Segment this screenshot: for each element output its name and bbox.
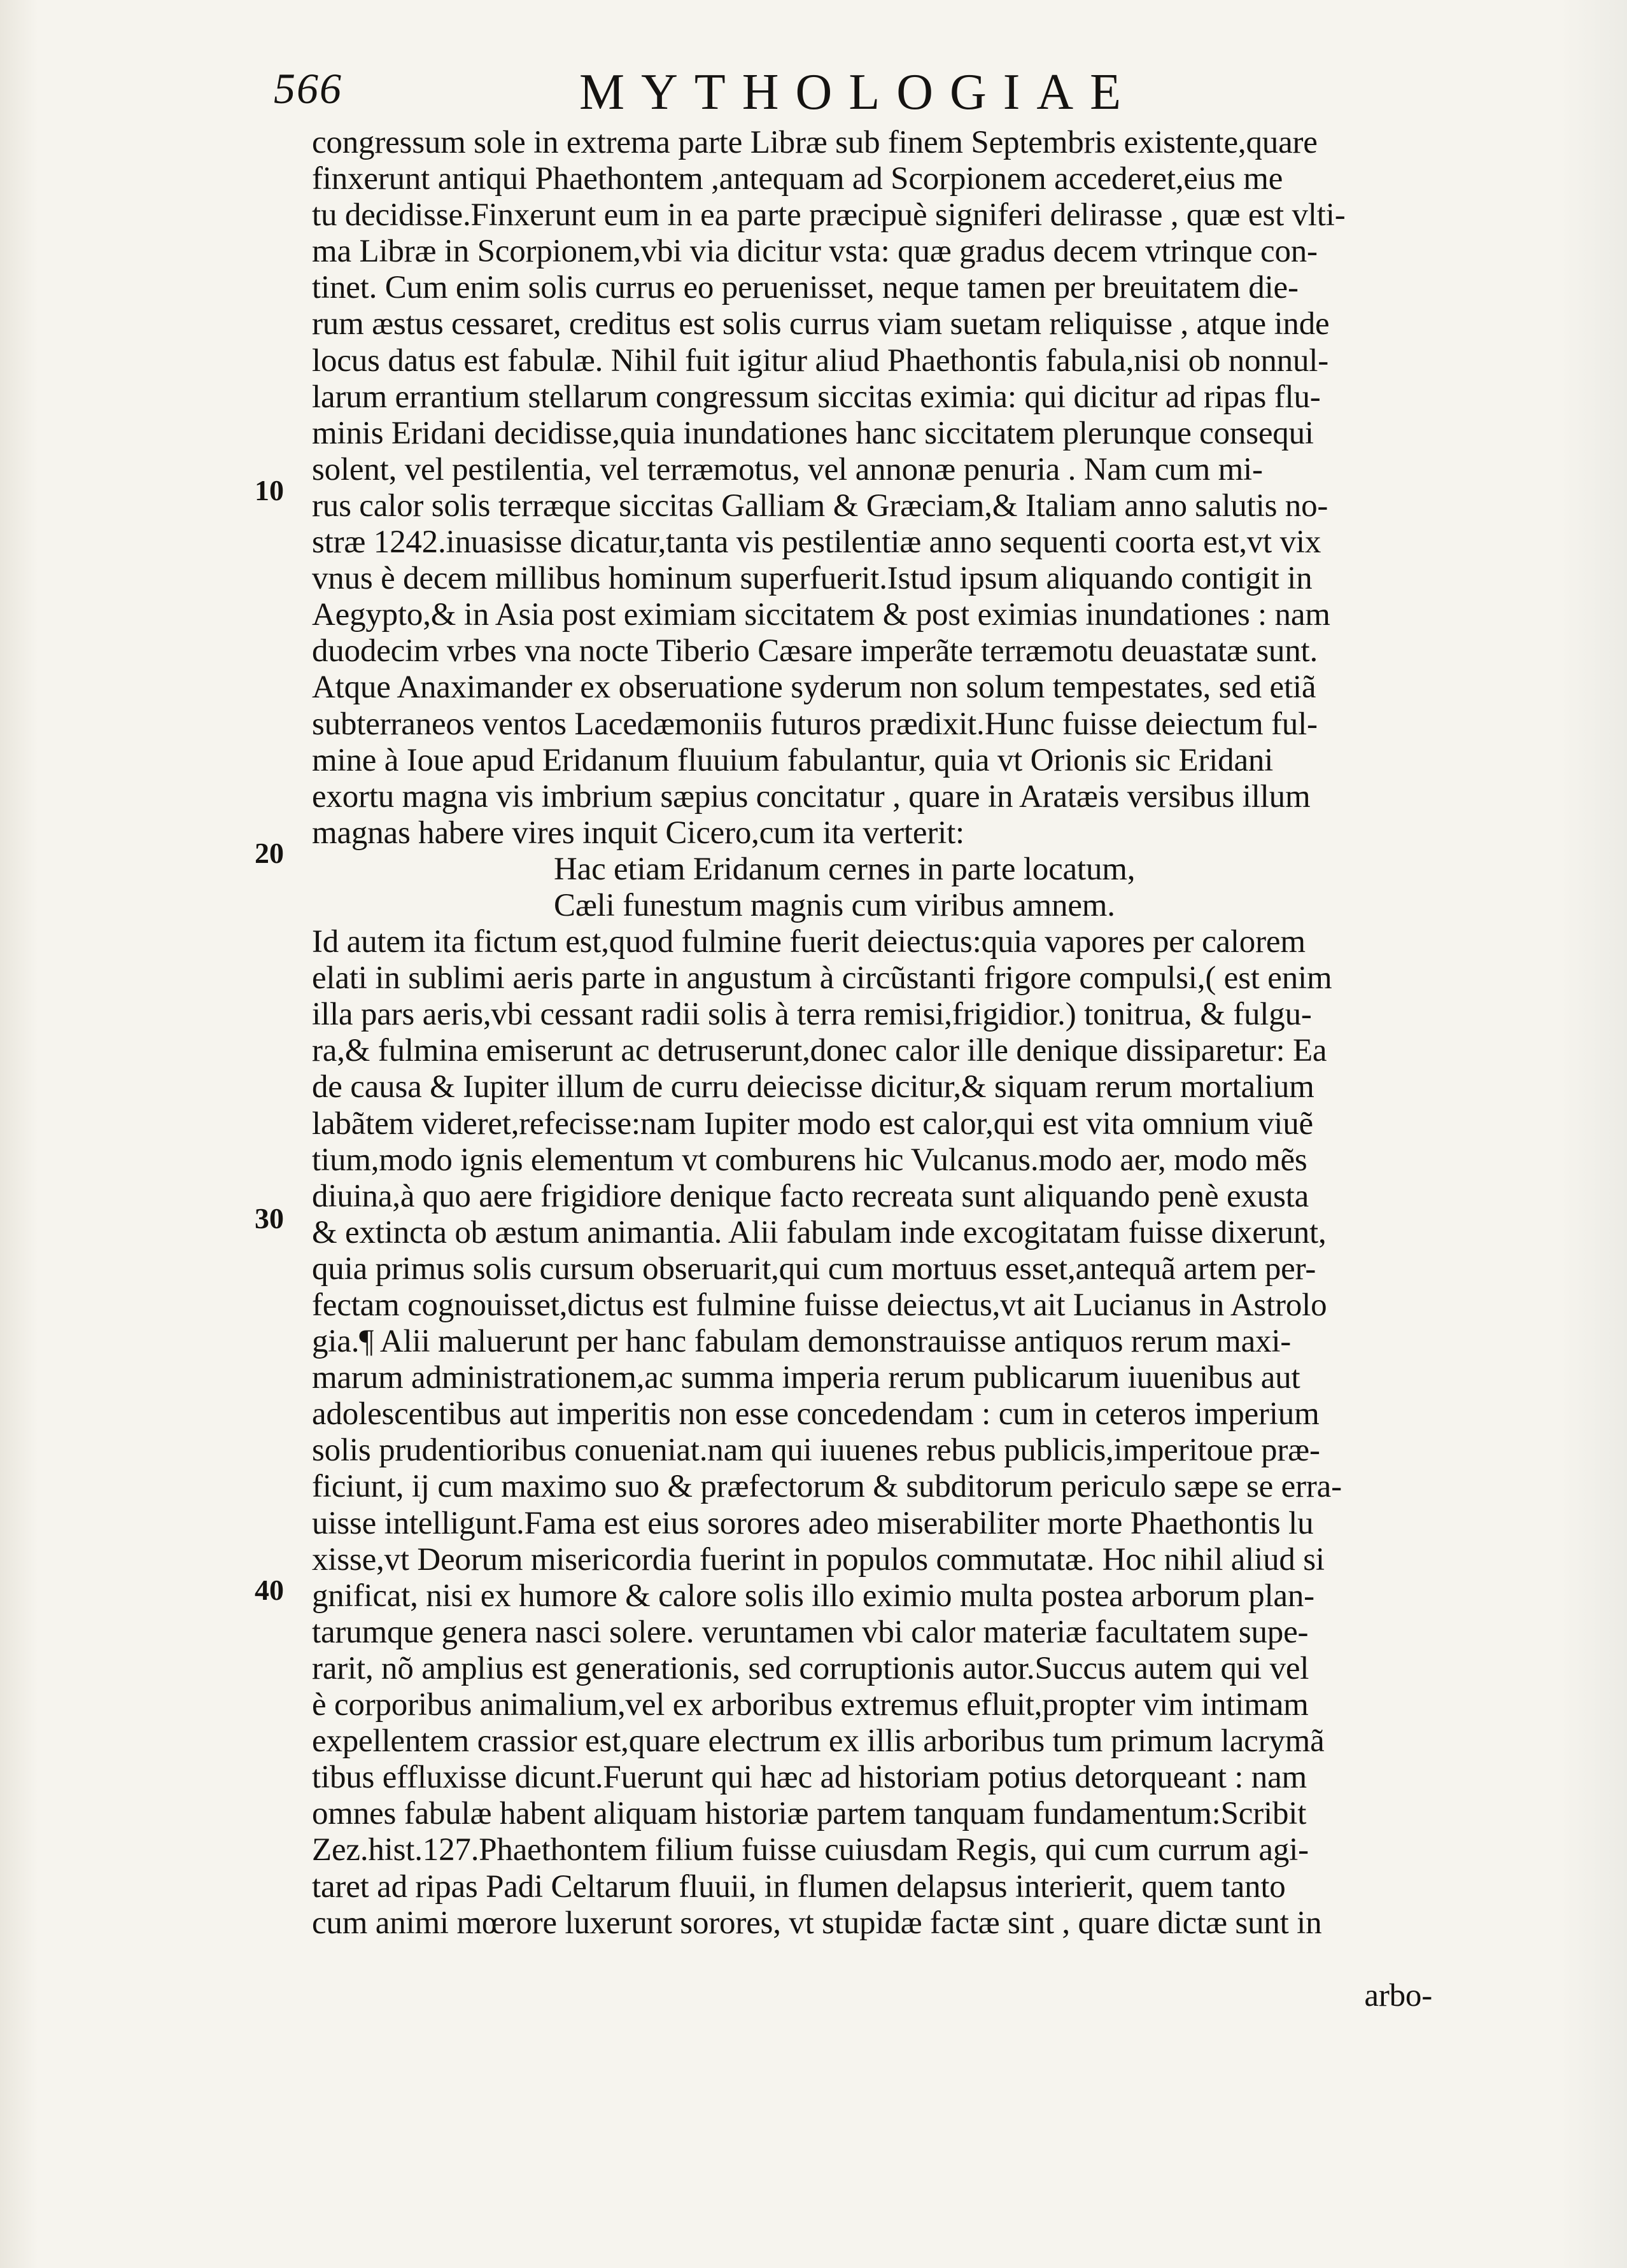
running-title: MYTHOLOGIAE	[579, 64, 1138, 120]
margin-line-number: 40	[255, 1574, 284, 1606]
text-line: Aegypto,& in Asia post eximiam siccitatem & post eximias inundationes : nam	[312, 597, 1330, 633]
text-line: Atque Anaximander ex obseruatione syderum non solum tempestates, sed etiã	[312, 669, 1316, 706]
text-line: diuina,à quo aere frigidiore denique facto recreata sunt aliquando penè exusta	[312, 1178, 1309, 1214]
text-line: labãtem videret,refecisse:nam Iupiter modo est calor,qui est vita omnium viuẽ	[312, 1105, 1313, 1142]
text-line: stræ 1242.inuasisse dicatur,tanta vis pestilentiæ anno sequenti coorta est,vt vix	[312, 524, 1321, 561]
text-line: & extincta ob æstum animantia. Alii fabulam inde excogitatam fuisse dixerunt,	[312, 1214, 1327, 1250]
text-line: expellentem crassior est,quare electrum ex illis arboribus tum primum lacrymã	[312, 1723, 1325, 1760]
text-line: ficiunt, ij cum maximo suo & præfectorum & subditorum periculo sæpe se erra-	[312, 1469, 1342, 1505]
text-line: solis prudentioribus conueniat.nam qui iuuenes rebus publicis,imperitoue præ-	[312, 1432, 1320, 1469]
main-text	[312, 125, 1458, 2014]
text-line: rum æstus cessaret, creditus est solis currus viam suetam reliquisse , atque inde	[312, 306, 1330, 342]
page-number: 566	[274, 64, 342, 113]
text-line: tarumque genera nasci solere. veruntamen vbi calor materiæ facultatem supe-	[312, 1614, 1309, 1650]
text-line: Zez.hist.127.Phaethontem filium fuisse cuiusdam Regis, qui cum currum agi-	[312, 1832, 1309, 1868]
text-line: rus calor solis terræque siccitas Galliam & Græciam,& Italiam anno salutis no-	[312, 487, 1328, 524]
margin-line-number: 30	[255, 1202, 284, 1235]
text-line: tium,modo ignis elementum vt comburens hic Vulcanus.modo aer, modo mẽs	[312, 1142, 1307, 1178]
text-line: de causa & Iupiter illum de curru deiecisse dicitur,& siquam rerum mortalium	[312, 1069, 1314, 1105]
text-line: gia.¶ Alii maluerunt per hanc fabulam demonstrauisse antiquos rerum maxi-	[312, 1324, 1292, 1360]
catchword: arbo-	[1364, 1977, 1432, 2013]
text-line: solent, vel pestilentia, vel terræmotus, vel annonæ penuria . Nam cum mi-	[312, 451, 1263, 487]
text-line: congressum sole in extrema parte Libræ sub finem Septembris existente,quare	[312, 125, 1318, 160]
text-line: adolescentibus aut imperitis non esse concedendam : cum in ceteros imperium	[312, 1396, 1320, 1432]
text-line: subterraneos ventos Lacedæmoniis futuros prædixit.Hunc fuisse deiectum ful-	[312, 706, 1318, 742]
text-line: locus datus est fabulæ. Nihil fuit igitur aliud Phaethontis fabula,nisi ob nonnul-	[312, 342, 1328, 379]
margin-line-number: 10	[255, 474, 284, 507]
text-line: larum errantium stellarum congressum siccitas eximia: qui dicitur ad ripas flu-	[312, 379, 1321, 415]
text-line: finxerunt antiqui Phaethontem ,antequam ad Scorpionem accederet,eius me	[312, 161, 1283, 197]
text-line: marum administrationem,ac summa imperia rerum publicarum iuuenibus aut	[312, 1360, 1300, 1396]
text-line: minis Eridani decidisse,quia inundationes hanc siccitatem plerunque consequi	[312, 415, 1314, 451]
page-header	[274, 64, 1279, 121]
text-line: cum animi mœrore luxerunt sorores, vt stupidæ factæ sint , quare dictæ sunt in	[312, 1905, 1322, 1941]
text-line: rarit, nõ amplius est generationis, sed corruptionis autor.Succus autem qui vel	[312, 1650, 1309, 1686]
text-line	[312, 1942, 1458, 1978]
text-line: gnificat, nisi ex humore & calore solis illo eximio multa postea arborum plan-	[312, 1578, 1314, 1614]
text-line: mine à Ioue apud Eridanum fluuium fabulantur, quia vt Orionis sic Eridani	[312, 742, 1274, 778]
text-line: ra,& fulmina emiserunt ac detruserunt,donec calor ille denique dissiparetur: Ea	[312, 1033, 1327, 1069]
text-line: illa pars aeris,vbi cessant radii solis à terra remisi,frigidior.) tonitrua, & fulgu-	[312, 997, 1312, 1033]
text-line: xisse,vt Deorum misericordia fuerint in populos commutatæ. Hoc nihil aliud si	[312, 1541, 1325, 1578]
text-line: elati in sublimi aeris parte in angustum à circũstanti frigore compulsi,( est enim	[312, 960, 1332, 997]
text-line: exortu magna vis imbrium sæpius concitatur , quare in Aratæis versibus illum	[312, 778, 1311, 815]
text-line: tu decidisse.Finxerunt eum in ea parte præcipuè signiferi delirasse , quæ est vlti-	[312, 197, 1346, 234]
text-line: taret ad ripas Padi Celtarum fluuii, in flumen delapsus interierit, quem tanto	[312, 1868, 1286, 1905]
text-line: ma Libræ in Scorpionem,vbi via dicitur vsta: quæ gradus decem vtrinque con-	[312, 234, 1318, 270]
text-line: duodecim vrbes vna nocte Tiberio Cæsare imperãte terræmotu deuastatæ sunt.	[312, 633, 1318, 669]
margin-line-number: 20	[255, 837, 284, 869]
verse-line: Hac etiam Eridanum cernes in parte locatum,	[554, 851, 1136, 887]
text-line: tinet. Cum enim solis currus eo peruenisset, neque tamen per breuitatem die-	[312, 270, 1299, 306]
verse-line: Cæli funestum magnis cum viribus amnem.	[554, 887, 1115, 923]
text-line: è corporibus animalium,vel ex arboribus extremus efluit,propter vim intimam	[312, 1687, 1309, 1723]
text-line: magnas habere vires inquit Cicero,cum ita verterit:	[312, 815, 965, 851]
text-line: vnus è decem millibus hominum superfuerit.Istud ipsum aliquando contigit in	[312, 561, 1313, 597]
text-line: omnes fabulæ habent aliquam historiæ partem tanquam fundamentum:Scribit	[312, 1796, 1307, 1832]
text-line: uisse intelligunt.Fama est eius sorores adeo miserabiliter morte Phaethontis lu	[312, 1505, 1314, 1541]
text-line: quia primus solis cursum obseruarit,qui cum mortuus esset,antequã artem per-	[312, 1250, 1316, 1287]
text-line: Id autem ita fictum est,quod fulmine fuerit deiectus:quia vapores per calorem	[312, 924, 1306, 960]
text-line: tibus effluxisse dicunt.Fuerunt qui hæc ad historiam potius detorqueant : nam	[312, 1760, 1307, 1796]
text-line: fectam cognouisset,dictus est fulmine fuisse deiectus,vt ait Lucianus in Astrolo	[312, 1287, 1327, 1323]
